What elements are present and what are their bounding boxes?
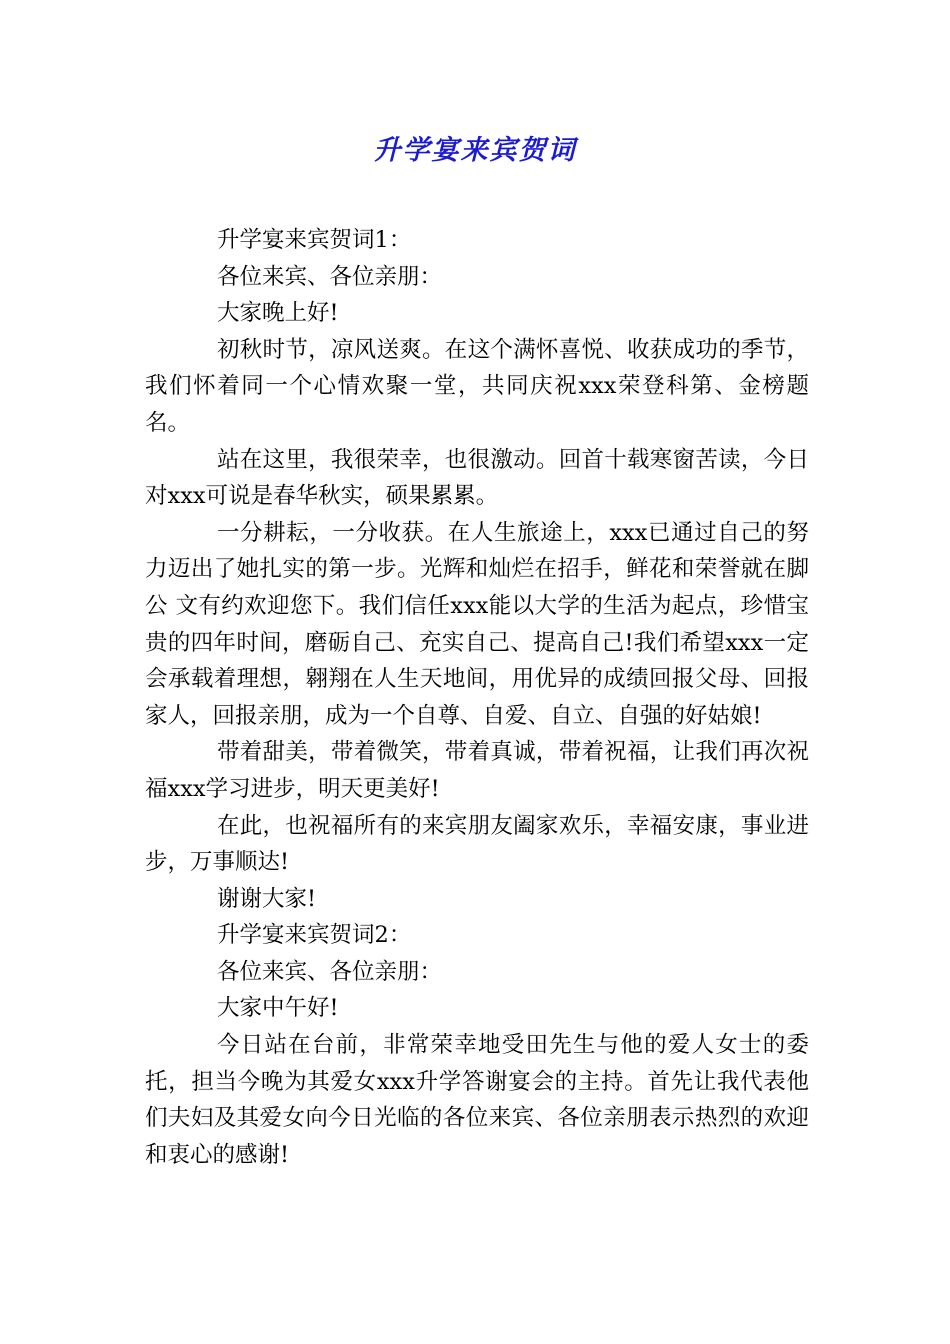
paragraph: 在此，也祝福所有的来宾朋友阖家欢乐，幸福安康，事业进步，万事顺达! <box>145 812 809 876</box>
paragraph: 升学宴来宾贺词1： <box>217 227 412 253</box>
paragraph: 升学宴来宾贺词2： <box>217 922 412 949</box>
paragraph: 站在这里，我很荣幸，也很激动。回首十载寒窗苦读，今日对xxx可说是春华秋实，硕果累累。 <box>145 446 809 510</box>
paragraph: 一分耕耘，一分收获。在人生旅途上，xxx已通过自己的努力迈出了她扎实的第一步。光辉和灿烂在招手，鲜花和荣誉就在脚公 文有约欢迎您下。我们信任xxx能以大学的生活为起点，珍惜宝贵的四年时间，磨砺自己、充实自己、提高自己!我们希望xxx一定会承载着理想，翱翔在人生天地间，用优异的成绩回报父母、回报家人，回报亲朋，成为一个自尊、自爱、自立、自强的好姑娘! <box>145 519 809 729</box>
document-body <box>145 222 809 1173</box>
paragraph: 初秋时节，凉风送爽。在这个满怀喜悦、收获成功的季节，我们怀着同一个心情欢聚一堂，共同庆祝xxx荣登科第、金榜题名。 <box>145 336 809 436</box>
paragraph: 今日站在台前，非常荣幸地受田先生与他的爱人女士的委托，担当今晚为其爱女xxx升学答谢宴会的主持。首先让我代表他们夫妇及其爱女向今日光临的各位来宾、各位亲朋表示热烈的欢迎和衷心的感谢! <box>145 1032 809 1168</box>
paragraph: 带着甜美，带着微笑，带着真诚，带着祝福，让我们再次祝福xxx学习进步，明天更美好! <box>145 739 809 802</box>
paragraph: 大家中午好! <box>217 995 339 1022</box>
paragraph: 各位来宾、各位亲朋： <box>217 958 443 985</box>
paragraph: 大家晚上好! <box>217 300 339 327</box>
paragraph: 各位来宾、各位亲朋： <box>217 263 443 290</box>
paragraph: 谢谢大家! <box>217 885 317 912</box>
document-title: 升学宴来宾贺词 <box>373 135 577 166</box>
